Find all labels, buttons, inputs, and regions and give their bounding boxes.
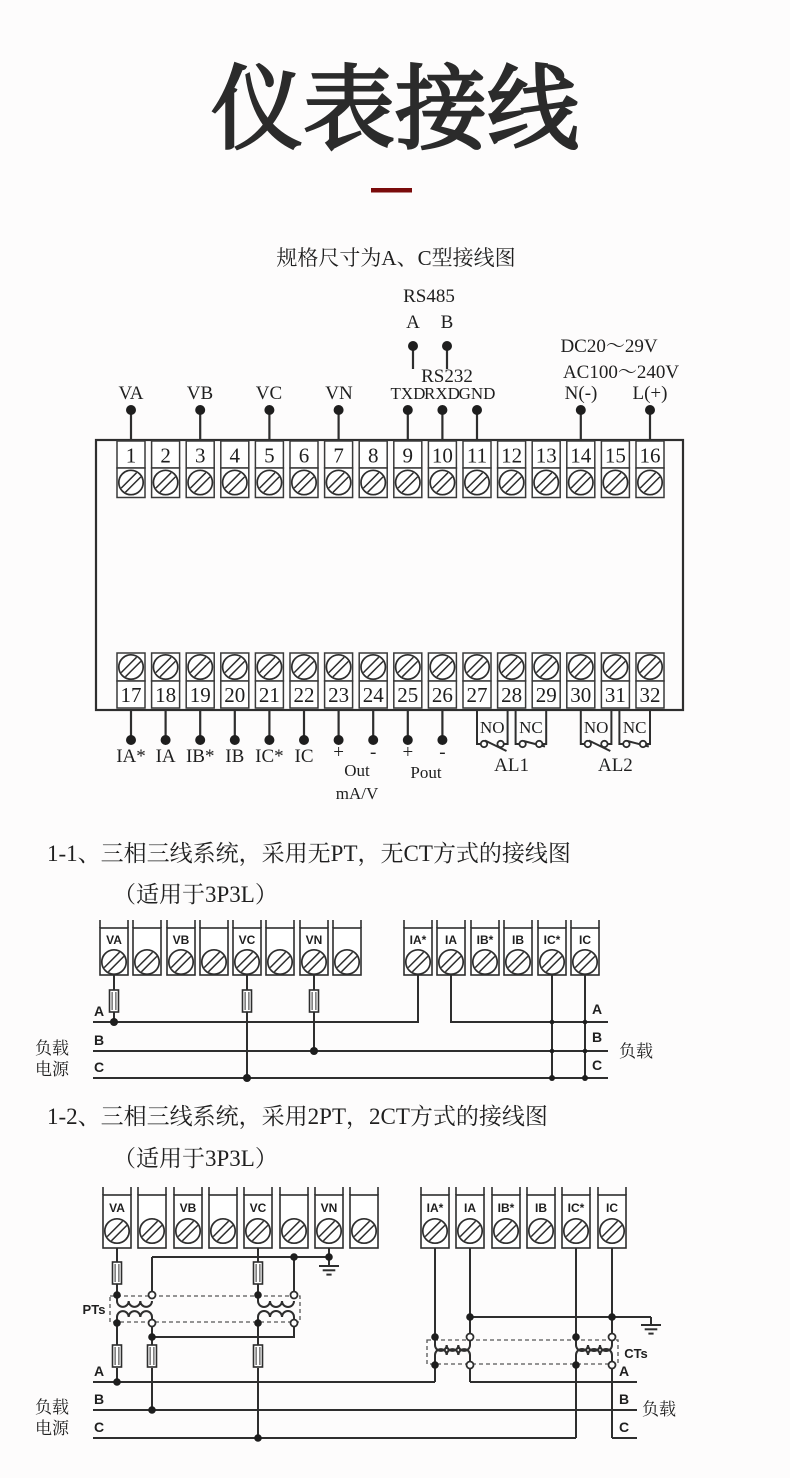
top-stub-wires bbox=[131, 410, 650, 441]
terminal-number: 14 bbox=[570, 443, 592, 468]
terminal-label: VA bbox=[109, 1201, 125, 1215]
out-minus-label: - bbox=[370, 742, 377, 763]
out-label: Out bbox=[344, 761, 370, 780]
ground-icon bbox=[319, 1266, 339, 1275]
rs485-b-label: B bbox=[440, 312, 454, 333]
section1-heading: 1-1、三相三线系统，采用无PT，无CT方式的接线图 bbox=[47, 841, 571, 866]
terminal-number: 1 bbox=[125, 443, 137, 468]
terminal-number: 19 bbox=[189, 683, 211, 707]
rxd-label: RXD bbox=[424, 384, 460, 403]
pts-label: PTs bbox=[82, 1302, 106, 1317]
terminal-label: IA bbox=[464, 1201, 476, 1215]
phase-b-left: B bbox=[93, 1032, 105, 1048]
terminal-number: 10 bbox=[431, 443, 453, 468]
terminal-number: 23 bbox=[328, 683, 350, 707]
diagram-no-pt-ct bbox=[35, 920, 653, 1082]
source-label-left: 电源 bbox=[35, 1060, 69, 1079]
rs485-label: RS485 bbox=[403, 286, 455, 307]
diagram-2pt-2ct bbox=[35, 1187, 676, 1442]
load-label-left: 负载 bbox=[35, 1398, 69, 1417]
alarm-relay-al1 bbox=[477, 710, 546, 776]
terminal-label: IB* bbox=[497, 1201, 515, 1215]
al1-no-label: NO bbox=[480, 718, 505, 737]
terminal-label: VC bbox=[238, 933, 256, 947]
terminal-label: IC bbox=[579, 933, 591, 947]
cts-label: CTs bbox=[624, 1346, 648, 1361]
terminal-label: VC bbox=[249, 1201, 267, 1215]
out-unit-label: mA/V bbox=[335, 784, 379, 803]
terminal-label: IC bbox=[606, 1201, 618, 1215]
terminal-label: IB bbox=[535, 1201, 547, 1215]
phase-a-left: A bbox=[93, 1003, 105, 1019]
terminal-number: 22 bbox=[293, 683, 315, 707]
terminal-number: 30 bbox=[570, 683, 592, 707]
terminal-number: 2 bbox=[160, 443, 171, 468]
al2-no-label: NO bbox=[583, 718, 609, 737]
ic-label: IC bbox=[294, 746, 314, 767]
terminal-number: 20 bbox=[224, 683, 246, 707]
terminal-label: VB bbox=[179, 1201, 197, 1215]
terminal-number: 17 bbox=[120, 683, 142, 707]
terminal-label: IA bbox=[445, 933, 457, 947]
terminal-number: 7 bbox=[333, 443, 344, 468]
terminal-number: 5 bbox=[264, 443, 275, 468]
top-stub-dots bbox=[126, 405, 655, 415]
rs485-a-label: A bbox=[406, 312, 420, 333]
page-title: 仪表接线 bbox=[210, 59, 580, 161]
load-label-right: 负载 bbox=[619, 1042, 653, 1061]
terminal-number: 18 bbox=[155, 683, 177, 707]
fuse-icons-pt bbox=[113, 1262, 263, 1367]
phase-b-right: B bbox=[591, 1029, 603, 1045]
phase-c-left: C bbox=[93, 1419, 105, 1435]
phase-a-right: A bbox=[618, 1363, 630, 1379]
terminal-label: VB bbox=[172, 933, 190, 947]
phase-c-right: C bbox=[591, 1057, 603, 1073]
terminal-number: 4 bbox=[229, 443, 241, 468]
ia-star-label: IA* bbox=[116, 746, 146, 767]
vc-label: VC bbox=[255, 383, 283, 404]
vb-label: VB bbox=[186, 383, 214, 404]
terminal-number: 32 bbox=[639, 683, 661, 707]
va-label: VA bbox=[118, 383, 144, 404]
terminal-label: VA bbox=[106, 933, 122, 947]
section1-current-terminals bbox=[404, 920, 599, 975]
section1-voltage-terminals bbox=[100, 920, 361, 975]
terminal-number: 21 bbox=[258, 683, 280, 707]
source-label-left: 电源 bbox=[35, 1419, 69, 1438]
terminal-row-top bbox=[117, 441, 664, 498]
section1-subheading: （适用于3P3L） bbox=[113, 882, 278, 907]
section2-subheading: （适用于3P3L） bbox=[113, 1146, 278, 1171]
bottom-stub-wires bbox=[131, 710, 442, 740]
terminal-number: 29 bbox=[535, 683, 557, 707]
ia-label: IA bbox=[155, 746, 176, 767]
load-label-right: 负载 bbox=[642, 1400, 676, 1419]
terminal-number: 25 bbox=[397, 683, 419, 707]
power-dc-label: DC20～29V bbox=[560, 336, 658, 357]
terminal-label: VN bbox=[305, 933, 323, 947]
ib-star-label: IB* bbox=[185, 746, 215, 767]
terminal-number: 15 bbox=[604, 443, 626, 468]
terminal-label: IB bbox=[512, 933, 524, 947]
pout-minus-label: - bbox=[439, 742, 446, 763]
phase-b-right: B bbox=[618, 1391, 630, 1407]
terminal-label: IB* bbox=[476, 933, 494, 947]
vn-label: VN bbox=[325, 383, 353, 404]
section1-wires bbox=[93, 975, 608, 1078]
ic-star-label: IC* bbox=[255, 746, 284, 767]
terminal-number: 28 bbox=[501, 683, 523, 707]
terminal-number: 24 bbox=[362, 683, 384, 707]
ib-label: IB bbox=[225, 746, 245, 767]
terminal-number: 16 bbox=[639, 443, 661, 468]
terminal-label: IC* bbox=[567, 1201, 585, 1215]
section2-phase-lines bbox=[93, 1382, 637, 1438]
phase-c-left: C bbox=[93, 1059, 105, 1075]
phase-c-right: C bbox=[618, 1419, 630, 1435]
terminal-number: 6 bbox=[298, 443, 310, 468]
terminal-number: 11 bbox=[466, 443, 488, 468]
ground-icon bbox=[641, 1325, 661, 1334]
section2-junction-dots bbox=[113, 1253, 616, 1442]
al1-nc-label: NC bbox=[519, 718, 543, 737]
terminal-number: 9 bbox=[402, 443, 414, 468]
gnd-label: GND bbox=[458, 384, 496, 403]
terminal-row-bottom bbox=[117, 653, 664, 708]
bottom-stub-dots bbox=[126, 735, 447, 745]
screw-icon-row-bottom bbox=[119, 655, 662, 679]
al2-nc-label: NC bbox=[622, 718, 647, 737]
phase-a-left: A bbox=[93, 1363, 105, 1379]
txd-label: TXD bbox=[390, 384, 426, 403]
terminal-number: 8 bbox=[367, 443, 379, 468]
section2-voltage-terminals bbox=[103, 1187, 378, 1248]
terminal-number: 3 bbox=[194, 443, 206, 468]
fuse-icons-section1 bbox=[110, 990, 319, 1012]
terminal-number: 13 bbox=[535, 443, 557, 468]
alarm-relay-al2 bbox=[581, 710, 650, 776]
terminal-label: IC* bbox=[543, 933, 561, 947]
neutral-label: N(-) bbox=[564, 383, 598, 404]
live-label: L(+) bbox=[632, 383, 668, 404]
main-terminal-diagram bbox=[96, 286, 683, 803]
terminal-number: 12 bbox=[501, 443, 523, 468]
terminal-number: 27 bbox=[466, 683, 488, 707]
section2-heading: 1-2、三相三线系统，采用2PT，2CT方式的接线图 bbox=[47, 1104, 548, 1129]
al2-label: AL2 bbox=[597, 755, 633, 776]
terminal-label: VN bbox=[320, 1201, 338, 1215]
rs232-label: RS232 bbox=[421, 366, 473, 387]
title-divider bbox=[371, 188, 412, 193]
pt-group-box bbox=[110, 1296, 300, 1322]
pout-plus-label: + bbox=[402, 742, 414, 763]
section2-current-terminals bbox=[421, 1187, 626, 1248]
screw-icon-row-top bbox=[119, 470, 662, 494]
pout-label: Pout bbox=[410, 763, 442, 782]
terminal-number: 26 bbox=[431, 683, 453, 707]
terminal-label: IA* bbox=[409, 933, 427, 947]
terminal-number: 31 bbox=[604, 683, 626, 707]
page-subtitle: 规格尺寸为A、C型接线图 bbox=[276, 246, 516, 270]
al1-label: AL1 bbox=[494, 755, 530, 776]
power-ac-label: AC100～240V bbox=[562, 362, 680, 383]
phase-b-left: B bbox=[93, 1391, 105, 1407]
out-plus-label: + bbox=[333, 742, 344, 763]
terminal-label: IA* bbox=[426, 1201, 444, 1215]
phase-a-right: A bbox=[591, 1001, 603, 1017]
load-label-left: 负载 bbox=[35, 1039, 69, 1058]
